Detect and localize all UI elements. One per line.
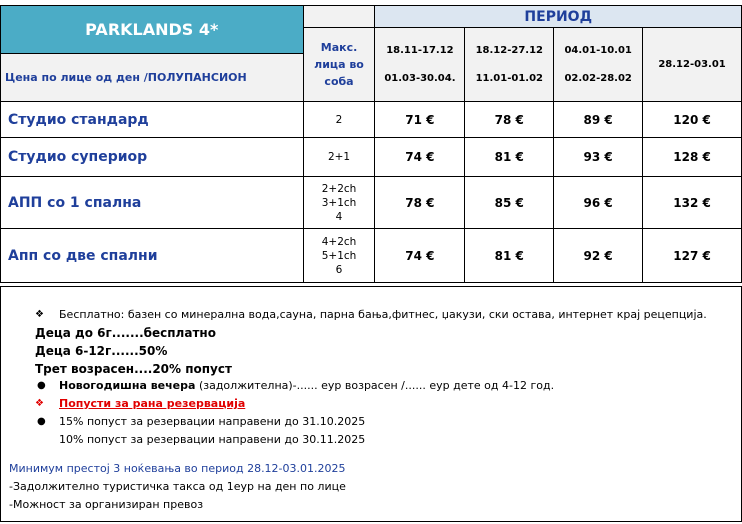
price-cell: 92 € [554,229,643,283]
new-year-dinner-detail: (задолжителна)-...... еур возрасен /...... еур дете од 4-12 год. [195,379,555,392]
price-cell: 93 € [554,138,643,177]
price-cell: 85 € [465,177,554,229]
price-cell: 74 € [375,229,465,283]
bullet-icon: ● [37,380,46,391]
min-stay: Минимум престој 3 ноќевања во период 28.12-03.01.2025 [9,462,346,475]
price-label: Цена по лице од ден /ПОЛУПАНСИОН [1,54,304,102]
period-line: 02.02-28.02 [564,72,632,84]
occupancy-line: 3+1ch [321,196,357,209]
price-cell: 132 € [643,177,742,229]
period-line: 18.12-27.12 [475,44,543,56]
max-persons-line: Макс. [320,41,358,54]
kids-6-12: Деца 6-12г......50% [35,344,168,358]
room-name: Апп со две спални [1,229,304,283]
table-row [1,102,742,138]
price-cell: 89 € [554,102,643,138]
period-line: 01.03-30.04. [384,72,456,84]
price-cell: 120 € [643,102,742,138]
table-row [1,229,742,283]
tourist-tax: -Задолжително туристичка такса од 1еур на ден по лице [9,480,346,493]
discount-15: 15% попуст за резервации направени до 31.10.2025 [59,415,366,428]
price-cell: 78 € [375,177,465,229]
period-header-1 [375,28,465,102]
room-name: Студио стандард [1,102,304,138]
table-row [1,177,742,229]
price-table [0,5,742,283]
occupancy [303,177,375,229]
max-persons-line: соба [324,75,354,88]
period-line: 04.01-10.01 [564,44,632,56]
period-header-2 [465,28,554,102]
new-year-dinner [59,379,554,393]
table-row [1,138,742,177]
occupancy [303,229,375,283]
kids-0-6: Деца до 6г.......бесплатно [35,326,216,340]
price-cell: 81 € [465,138,554,177]
room-name: АПП со 1 спална [1,177,304,229]
price-cell: 74 € [375,138,465,177]
max-persons-header [303,28,375,102]
occupancy: 2+1 [303,138,375,177]
third-adult: Трет возрасен....20% попуст [35,362,232,376]
price-cell: 78 € [465,102,554,138]
occupancy: 2 [303,102,375,138]
price-cell: 71 € [375,102,465,138]
free-amenities: Бесплатно: базен со минерална вода,сауна, парна бања,фитнес, џакузи, ски остава, интернет крај рецепција. [59,308,707,321]
price-cell: 127 € [643,229,742,283]
notes-box [0,286,742,522]
period-line: 11.01-01.02 [475,72,543,84]
early-booking-title: Попусти за рана резервација [59,397,246,410]
room-name: Студио супериор [1,138,304,177]
occupancy-line: 6 [335,263,343,276]
diamond-icon: ❖ [35,398,44,409]
price-cell: 128 € [643,138,742,177]
discount-10: 10% попуст за резервации направени до 30.11.2025 [59,433,366,446]
price-cell: 96 € [554,177,643,229]
period-header-3 [554,28,643,102]
blank-header-cell [303,6,375,28]
occupancy-line: 5+1ch [321,249,357,262]
diamond-icon: ❖ [35,309,44,320]
occupancy-line: 4+2ch [321,235,357,248]
hotel-name: PARKLANDS 4* [1,6,304,54]
occupancy-line: 2+2ch [321,182,357,195]
period-header-4: 28.12-03.01 [643,28,742,102]
new-year-dinner-title: Новогодишна вечера [59,379,196,392]
max-persons-line: лица во [314,58,364,71]
occupancy-line: 4 [335,210,343,223]
transfer: -Можност за организиран превоз [9,498,204,511]
period-title: ПЕРИОД [375,6,742,28]
price-cell: 81 € [465,229,554,283]
period-line: 18.11-17.12 [386,44,454,56]
bullet-icon: ● [37,416,46,427]
